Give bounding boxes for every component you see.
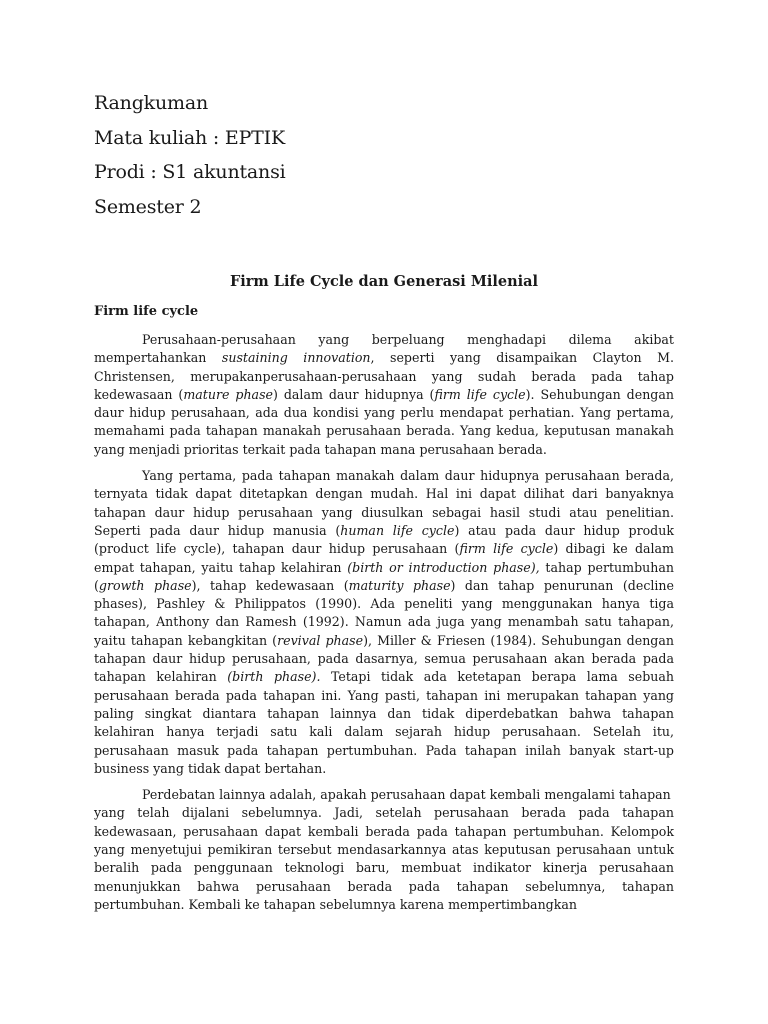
document-title: Firm Life Cycle dan Generasi Milenial bbox=[229, 273, 539, 290]
italic-term: (birth phase). bbox=[227, 669, 321, 685]
italic-term: sustaining innovation bbox=[221, 350, 371, 366]
italic-term: growth phase bbox=[98, 577, 192, 593]
body-paragraph: Perdebatan lainnya adalah, apakah perusahaan dapat kembali mengalami tahapan yang telah dijalani sebelumnya. Jadi, setelah perusahaan berada pada tahapan kedewasaan, perusahaan dapat kembali berada pada tahapan pertumbuhan. Kelompok yang menyetujui pemikiran tersebut mendasarkannya atas keputusan perusahaan untuk beralih pada penggunaan teknologi baru, membuat indikator kinerja perusahaan menunjukkan bahwa perusahaan berada pada tahapan sebelumnya, tahapan pertumbuhan. Kembali ke tahapan sebelumnya karena mempertimbangkan bbox=[94, 787, 674, 912]
italic-term: human life cycle bbox=[340, 522, 455, 538]
italic-term: maturity phase bbox=[348, 577, 451, 593]
header-line-semester: Semester 2 bbox=[94, 195, 202, 218]
document-header bbox=[94, 86, 674, 224]
italic-term: (birth or introduction phase), bbox=[347, 559, 540, 575]
italic-term: firm life cycle bbox=[434, 386, 526, 402]
body-paragraph: Yang pertama, pada tahapan manakah dalam daur hidupnya perusahaan berada, ternyata tidak dapat ditetapkan dengan mudah. Hal ini dapat dilihat dari banyaknya tahapan daur hidup perusahaan yang diusulkan sebagai hasil studi atau penelitian. Seperti pada daur hidup manusia (human life cycle) atau pada daur hidup produk (product life cycle), tahapan daur hidup perusahaan (firm life cycle) dibagi ke dalam empat tahapan, yaitu tahap kelahiran (birth or introduction phase), tahap pertumbuhan (growth phase), tahap kedewasaan (maturity phase) dan tahap penurunan (decline phases), Pashley & Philippatos (1990). Ada peneliti yang menggunakan hanya tiga tahapan, Anthony dan Ramesh (1992). Namun ada juga yang menambah satu tahapan, yaitu tahapan kebangkitan (revival phase), Miller & Friesen (1984). Sehubungan dengan tahapan daur hidup perusahaan, pada dasarnya, semua perusahaan akan berada pada tahapan kelahiran (birth phase). Tetapi tidak ada ketetapan berapa lama sebuah perusahaan berada pada tahapan ini. Yang pasti, tahapan ini merupakan tahapan yang paling singkat diantara tahapan lainnya dan tidak diperdebatkan bahwa tahapan kelahiran hanya terjadi satu kali dalam sejarah hidup perusahaan. Setelah itu, perusahaan masuk pada tahapan pertumbuhan. Pada tahapan inilah banyak start-up business yang tidak dapat bertahan. bbox=[94, 468, 675, 776]
header-line-summary: Rangkuman bbox=[94, 92, 208, 114]
header-line-course: Mata kuliah : EPTIK bbox=[94, 126, 285, 149]
section-title: Firm life cycle bbox=[94, 304, 199, 319]
italic-term: revival phase bbox=[277, 632, 364, 648]
body-paragraph: Perusahaan-perusahaan yang berpeluang menghadapi dilema akibat mempertahankan sustaining innovation, seperti yang disampaikan Clayton M. Christensen, merupakanperusahaan-perusahaan yang sudah berada pada tahap kedewasaan (mature phase) dalam daur hidupnya (firm life cycle). Sehubungan dengan daur hidup perusahaan, ada dua kondisi yang perlu mendapat perhatian. Yang pertama, memahami pada tahapan manakah perusahaan berada. Yang kedua, keputusan manakah yang menjadi prioritas terkait pada tahapan mana perusahaan berada. bbox=[94, 332, 674, 457]
italic-term: mature phase bbox=[183, 386, 273, 402]
italic-term: firm life cycle bbox=[459, 541, 554, 557]
header-line-program: Prodi : S1 akuntansi bbox=[94, 161, 286, 183]
